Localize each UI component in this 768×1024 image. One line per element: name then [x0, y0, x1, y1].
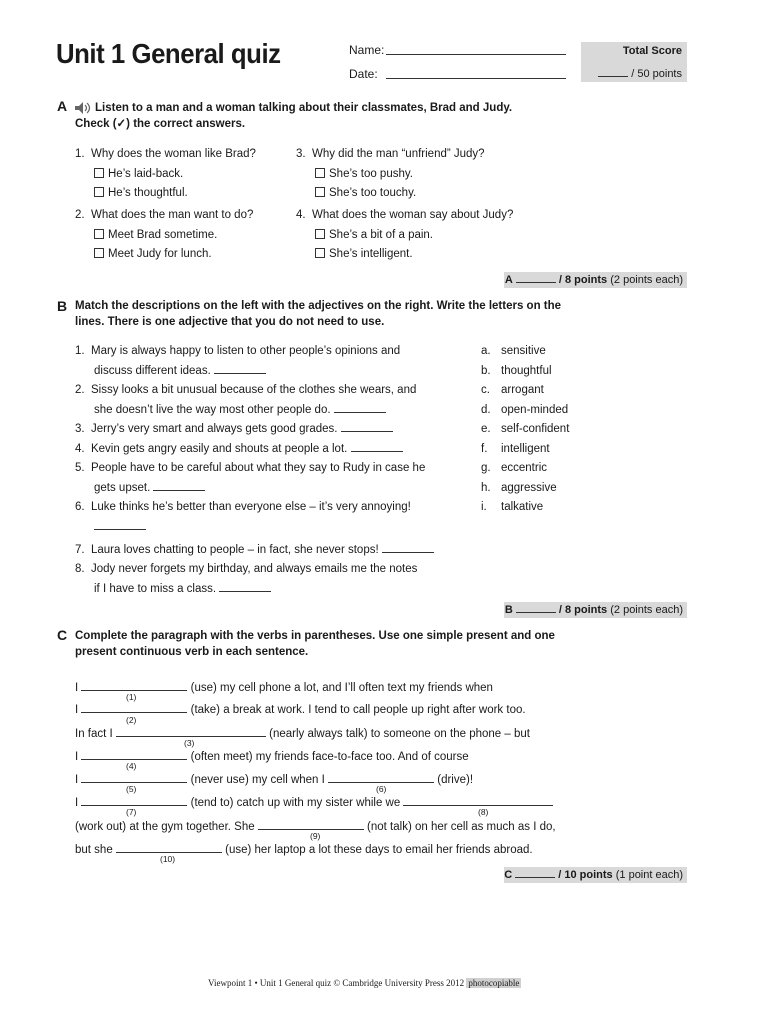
- paragraph-line-3: In fact I (nearly always talk) to someone on the phone – but: [75, 725, 530, 740]
- paragraph-line-4: I (often meet) my friends face-to-face too. And of course: [75, 748, 469, 763]
- checkbox[interactable]: [94, 229, 104, 239]
- section-c-instruction-1: Complete the paragraph with the verbs in parentheses. Use one simple present and one: [75, 630, 555, 642]
- blank-number: (9): [310, 831, 321, 841]
- match-item-3: 3. Jerry’s very smart and always gets good grades.: [75, 420, 475, 440]
- verb-blank-4[interactable]: [81, 748, 187, 760]
- score-blank[interactable]: [515, 868, 555, 878]
- blank-number: (7): [126, 807, 137, 817]
- question-3: 3. Why did the man “unfriend” Judy? She’s too pushy. She’s too touchy.: [296, 148, 485, 199]
- speaker-icon[interactable]: [73, 101, 93, 115]
- answer-blank[interactable]: [351, 440, 403, 452]
- blank-number: (6): [376, 784, 387, 794]
- match-items: 1. Mary is always happy to listen to other people’s opinions and discuss different ideas. 2. Sissy looks a bit unusual because of the clothes she wears, and she doesn’t live the way most other people do. 3. Jerry’s very smart and always gets good grades. 4. Kevin gets angry easily and shouts at people a lot. 5. People have to be careful about what they say to Rudy in case he gets upset. 6. Luke thinks he’s better than everyone else – it’s very annoying! 7. Laura loves chatting to people – in fact, she never stops! 8. Jody never forgets my birthday, and always emails me the notes if I have to miss a class.: [75, 342, 475, 599]
- photocopiable-badge: photocopiable: [468, 978, 520, 988]
- section-a-instruction-1: Listen to a man and a woman talking about their classmates, Brad and Judy.: [95, 102, 513, 114]
- adjective-list: [481, 342, 569, 518]
- blank-number: (2): [126, 715, 137, 725]
- score-blank[interactable]: [516, 603, 556, 613]
- total-score-blank[interactable]: [598, 67, 628, 77]
- match-item-8: 8. Jody never forgets my birthday, and always emails me the notes: [75, 563, 418, 575]
- section-a-instruction-2: Check (✓) the correct answers.: [75, 118, 246, 130]
- question-4: 4. What does the woman say about Judy? She’s a bit of a pain. She’s intelligent.: [296, 209, 514, 260]
- adjective-c: c. arrogant: [481, 384, 544, 396]
- score-blank[interactable]: [516, 273, 556, 283]
- question-2: 2. What does the man want to do? Meet Brad sometime. Meet Judy for lunch.: [75, 209, 254, 260]
- adjective-a: a. sensitive: [481, 345, 546, 357]
- section-c-score: C / 10 points (1 point each): [504, 867, 687, 883]
- adjective-i: i. talkative: [481, 501, 544, 513]
- verb-blank-7[interactable]: [81, 794, 187, 806]
- verb-blank-5[interactable]: [81, 771, 187, 783]
- match-item-6: 6. Luke thinks he’s better than everyone else – it’s very annoying!: [75, 501, 411, 513]
- verb-blank-9[interactable]: [258, 818, 364, 830]
- paragraph-line-5: I (never use) my cell when I (drive)!: [75, 771, 473, 786]
- section-c-letter: C: [57, 627, 68, 643]
- adjective-h: h. aggressive: [481, 481, 557, 494]
- blank-number: (4): [126, 761, 137, 771]
- match-item-2: 2. Sissy looks a bit unusual because of the clothes she wears, and: [75, 384, 417, 396]
- paragraph-line-1: I (use) my cell phone a lot, and I’ll often text my friends when: [75, 679, 493, 694]
- checkbox[interactable]: [315, 187, 325, 197]
- name-field[interactable]: [386, 54, 566, 55]
- verb-blank-2[interactable]: [81, 701, 187, 713]
- adjective-f: f. intelligent: [481, 442, 550, 455]
- verb-blank-1[interactable]: [81, 679, 187, 691]
- paragraph-line-6: I (tend to) catch up with my sister while we: [75, 794, 553, 809]
- adjective-g: g. eccentric: [481, 462, 548, 474]
- total-score-box: [581, 42, 687, 82]
- paragraph-line-7: (work out) at the gym together. She (not talk) on her cell as much as I do,: [75, 818, 556, 833]
- match-item-1: 1. Mary is always happy to listen to other people’s opinions and: [75, 345, 401, 357]
- verb-blank-6[interactable]: [328, 771, 434, 783]
- checkbox[interactable]: [315, 168, 325, 178]
- answer-blank[interactable]: [382, 541, 434, 553]
- section-a-score: A / 8 points (2 points each): [504, 272, 687, 288]
- verb-blank-3[interactable]: [116, 725, 266, 737]
- blank-number: (8): [478, 807, 489, 817]
- answer-blank[interactable]: [334, 401, 386, 413]
- blank-number: (1): [126, 692, 137, 702]
- checkbox[interactable]: [315, 229, 325, 239]
- match-item-7: 7. Laura loves chatting to people – in fact, she never stops!: [75, 541, 475, 561]
- section-b-score: B / 8 points (2 points each): [504, 602, 687, 618]
- blank-number: (5): [126, 784, 137, 794]
- verb-blank-10[interactable]: [116, 841, 222, 853]
- checkbox[interactable]: [94, 187, 104, 197]
- adjective-b: b. thoughtful: [481, 364, 552, 377]
- section-b-instruction-2: lines. There is one adjective that you do not need to use.: [75, 316, 385, 328]
- paragraph-line-8: but she (use) her laptop a lot these days to email her friends abroad.: [75, 841, 533, 856]
- answer-blank[interactable]: [214, 362, 266, 374]
- date-label: Date:: [349, 67, 378, 81]
- name-label: Name:: [349, 43, 385, 57]
- match-item-5: 5. People have to be careful about what they say to Rudy in case he: [75, 462, 426, 474]
- answer-blank[interactable]: [94, 518, 146, 530]
- match-item-4: 4. Kevin gets angry easily and shouts at people a lot.: [75, 440, 475, 460]
- answer-blank[interactable]: [153, 479, 205, 491]
- section-b-instruction-1: Match the descriptions on the left with the adjectives on the right. Write the letters on the: [75, 300, 562, 312]
- answer-blank[interactable]: [219, 580, 271, 592]
- page-title: Unit 1 General quiz: [56, 38, 281, 69]
- question-1: 1. Why does the woman like Brad? He’s laid-back. He’s thoughtful.: [75, 148, 256, 199]
- checkbox[interactable]: [315, 248, 325, 258]
- date-field[interactable]: [386, 78, 566, 79]
- section-c-instruction-2: present continuous verb in each sentence.: [75, 646, 309, 658]
- paragraph-line-2: I (take) a break at work. I tend to call people up right after work too.: [75, 701, 526, 716]
- answer-blank[interactable]: [341, 420, 393, 432]
- footer: Viewpoint 1 • Unit 1 General quiz © Cambridge University Press 2012 photocopiable: [208, 978, 520, 988]
- checkbox[interactable]: [94, 248, 104, 258]
- section-b-letter: B: [57, 298, 68, 314]
- adjective-e: e. self-confident: [481, 423, 570, 435]
- adjective-d: d. open-minded: [481, 403, 569, 416]
- blank-number: (10): [160, 854, 176, 864]
- blank-number: (3): [184, 738, 195, 748]
- total-score-label: Total Score: [622, 45, 682, 57]
- verb-blank-8[interactable]: [403, 794, 553, 806]
- checkbox[interactable]: [94, 168, 104, 178]
- section-a-letter: A: [57, 98, 68, 114]
- total-score-points: / 50 points: [598, 67, 682, 80]
